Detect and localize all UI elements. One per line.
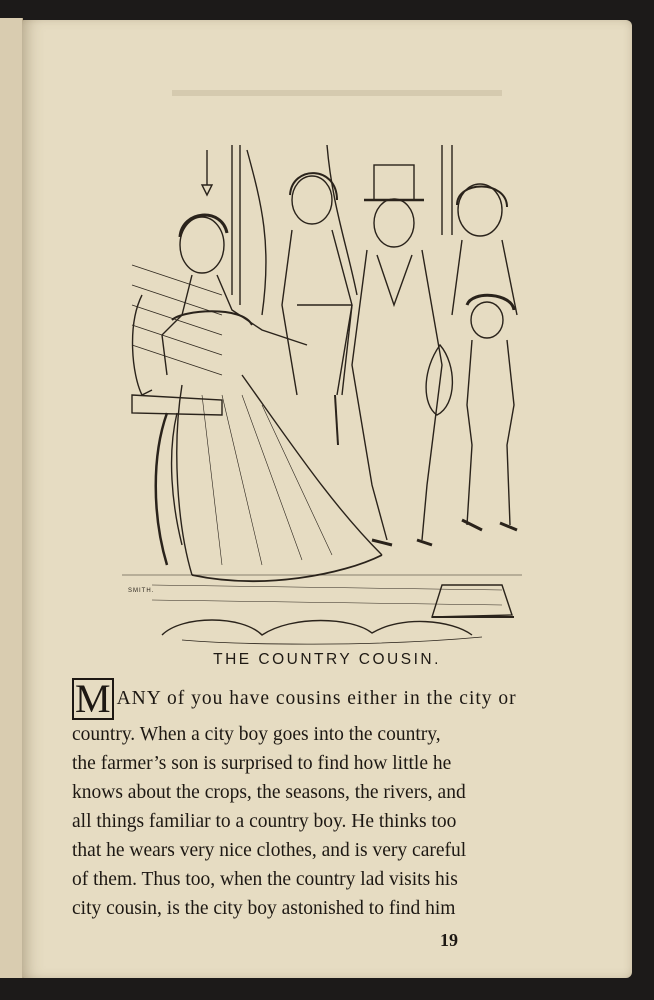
bleed-through-text: [172, 90, 502, 96]
drop-cap: M: [72, 678, 114, 720]
book-page: [22, 20, 632, 978]
text-line: city cousin, is the city boy astonished to find him: [72, 898, 456, 919]
text-line: of them. Thus too, when the country lad visits his: [72, 869, 458, 890]
engraving-illustration: [122, 145, 522, 665]
text-line: the farmer’s son is surprised to find how little he: [72, 753, 452, 774]
page-number: 19: [440, 930, 458, 950]
engraver-signature: SMITH.: [128, 588, 155, 594]
illustration-caption: THE COUNTRY COUSIN.: [213, 651, 441, 668]
facing-page-edge: [0, 18, 23, 978]
body-text: [72, 678, 594, 923]
first-line-text: ANY of you have cousins either in the city or: [116, 688, 517, 709]
first-line: [72, 678, 594, 720]
text-line: that he wears very nice clothes, and is very careful: [72, 840, 467, 861]
text-line: knows about the crops, the seasons, the rivers, and: [72, 782, 466, 803]
text-line: country. When a city boy goes into the country,: [72, 724, 441, 745]
text-line: all things familiar to a country boy. He thinks too: [72, 811, 457, 832]
